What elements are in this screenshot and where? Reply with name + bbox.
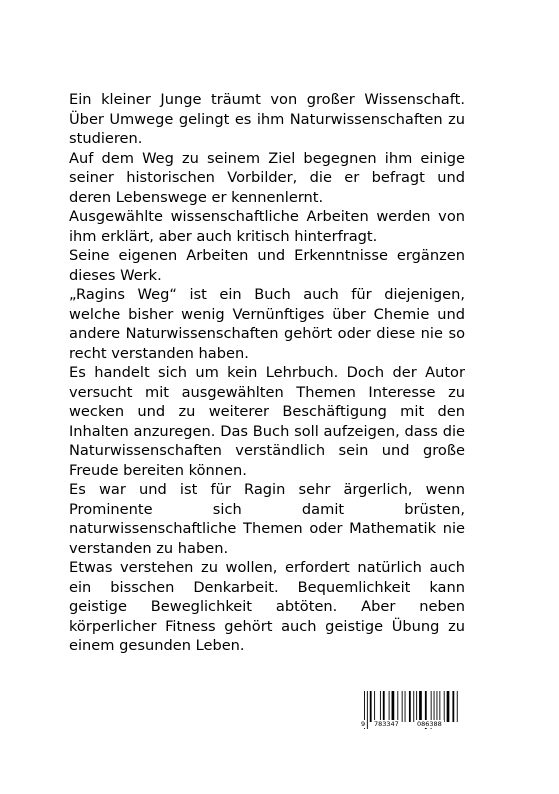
barcode-bar [405,691,406,722]
barcode-bar [439,691,440,722]
barcode-bar [437,691,438,722]
barcode-bar [389,691,390,722]
barcode-bar [392,691,395,722]
barcode-bar [367,691,368,729]
barcode-bar [452,691,454,722]
barcode-bar [380,691,381,722]
blurb-text [69,90,465,656]
barcode-digits-left: 783347 [374,720,399,728]
barcode-bar [416,691,417,722]
barcode-bar [370,691,372,722]
paragraph-8: Etwas verstehen zu wollen, erfordert natürlich auch ein bisschen Denkarbeit. Bequemlichkeit kann geistige Beweglichkeit abtöten. Aber neben körperlicher Fitness gehört auch geistige Übung zu einem gesunden Leben. [69,559,465,654]
barcode-bar [444,691,445,722]
barcode-bar [457,691,458,722]
paragraph-4: Seine eigenen Arbeiten und Erkenntnisse ergänzen dieses Werk. [69,247,465,284]
paragraph-5: „Ragins Weg“ ist ein Buch auch für diejenigen, welche bisher wenig Vernünftiges über Chemie und andere Naturwissenschaften gehört oder diese nie so recht verstanden haben. [69,286,465,362]
barcode-bar [409,691,411,722]
barcode-bar [383,691,385,722]
barcode-bar [397,691,398,722]
paragraph-7: Es war und ist für Ragin sehr ärgerlich, wenn Prominente sich damit brüsten, naturwissenschaftliche Themen oder Mathematik nie verstanden zu haben. [69,481,465,557]
paragraph-3: Ausgewählte wissenschaftliche Arbeiten werden von ihm erklärt, aber auch kritisch hinterfragt. [69,208,465,245]
paragraph-1: Ein kleiner Junge träumt von großer Wissenschaft. Über Umwege gelingt es ihm Naturwissenschaften zu studieren. [69,91,465,147]
barcode-bar [374,691,375,722]
barcode-bar [447,691,450,722]
paragraph-2: Auf dem Weg zu seinem Ziel begegnen ihm einige seiner historischen Vorbilder, die er befragt und deren Lebenswege er kennenlernt. [69,149,465,206]
barcode-bar [434,691,435,722]
isbn-barcode [360,691,460,735]
paragraph-6: Es handelt sich um kein Lehrbuch. Doch der Autor versucht mit ausgewählten Themen Interesse zu wecken und zu weiterer Beschäftigung mit den Inhalten anzuregen. Das Buch soll aufzeigen, dass die Naturwissenschaften verständlich sein und große Freude bereiten können. [69,364,465,479]
barcode-bar [419,691,422,722]
barcode-digits-right: 086388 [417,720,442,728]
barcode-bar [413,691,414,722]
barcode-bar [402,691,403,722]
barcode-digit-first: 9 [361,720,366,728]
